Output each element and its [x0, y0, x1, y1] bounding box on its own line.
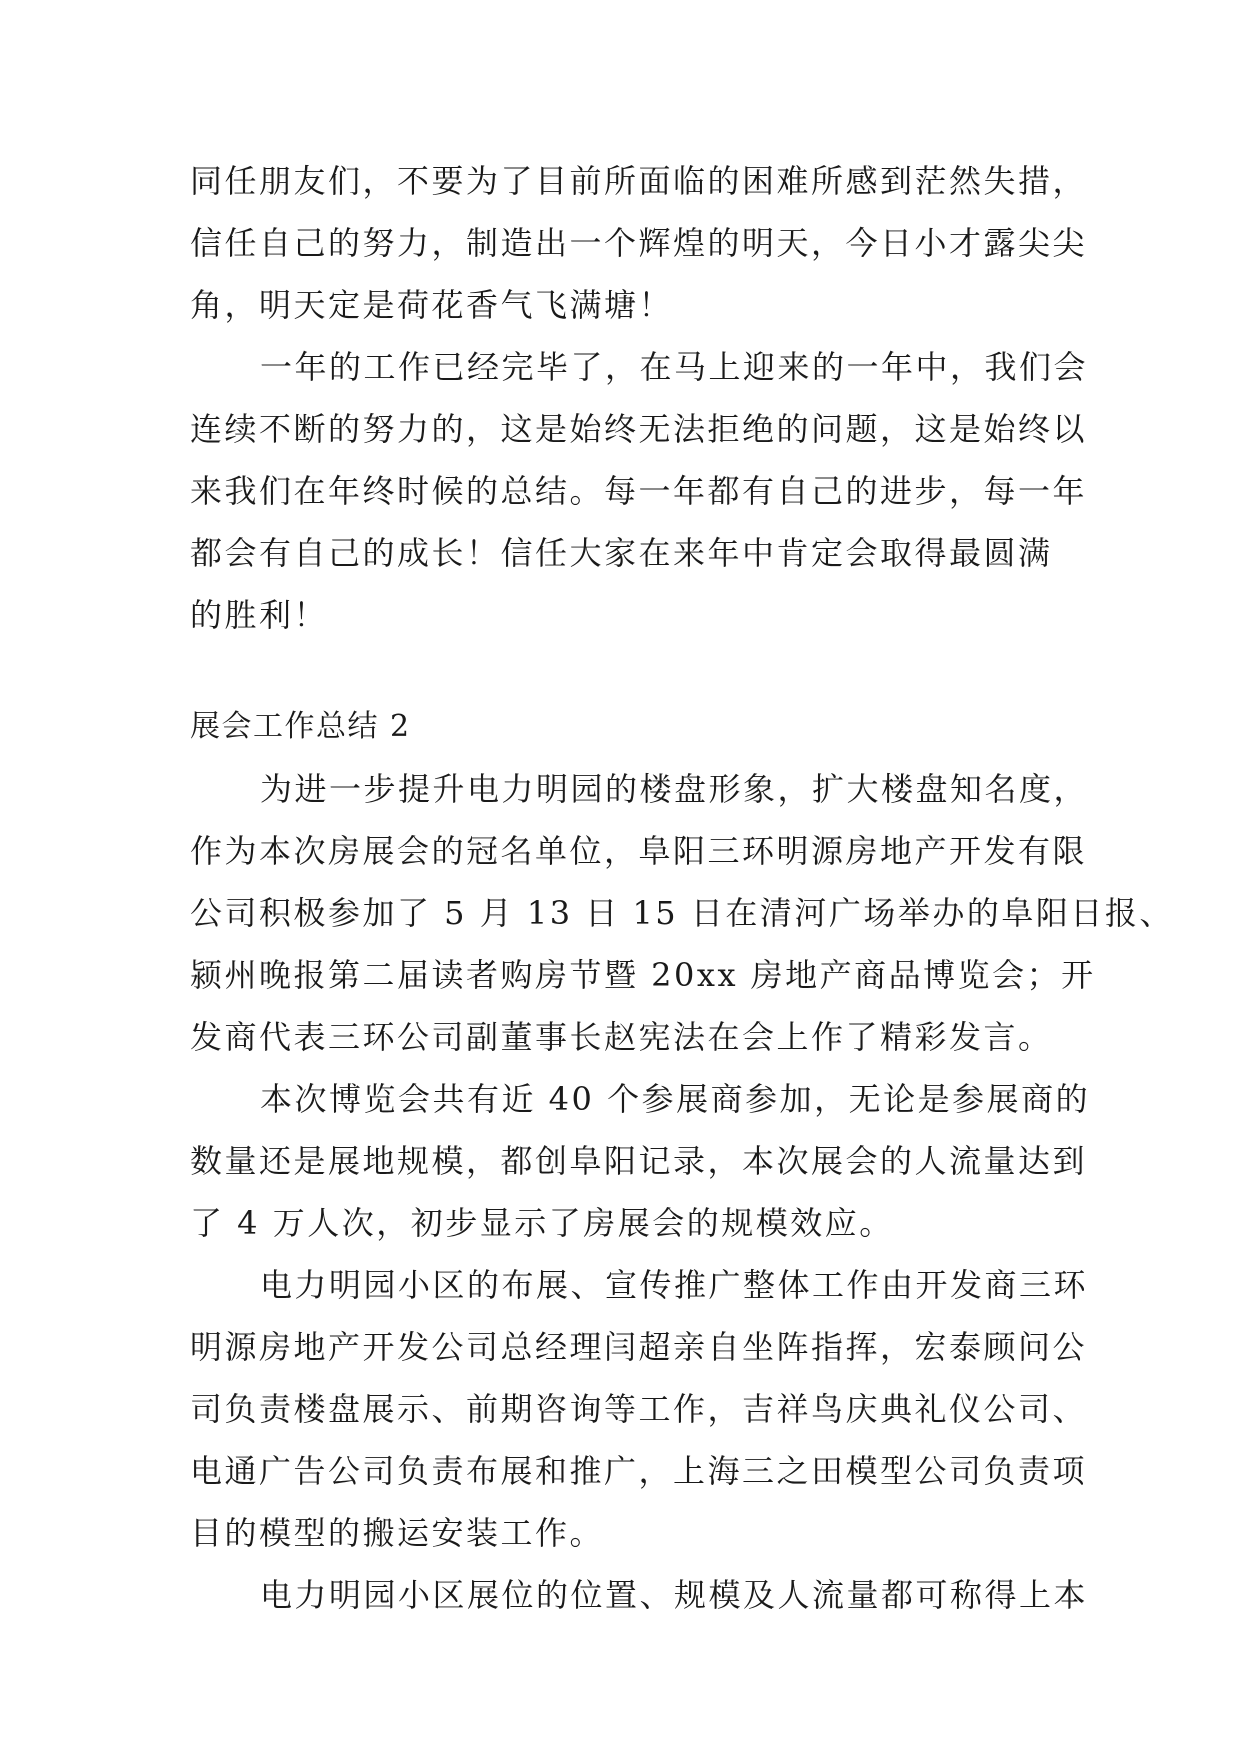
paragraph [190, 1254, 1089, 1564]
text-line: 同任朋友们，不要为了目前所面临的困难所感到茫然失措， [190, 162, 1088, 200]
text-line: 信任自己的努力，制造出一个辉煌的明天，今日小才露尖尖 [190, 224, 1088, 262]
text-line: 连续不断的努力的，这是始终无法拒绝的问题，这是始终以 [190, 410, 1088, 448]
text-line: 为进一步提升电力明园的楼盘形象，扩大楼盘知名度， [260, 770, 1089, 808]
document-body [190, 150, 1174, 1626]
text-line: 的胜利！ [190, 596, 329, 634]
section-heading: 展会工作总结 2 [190, 709, 411, 744]
paragraph [190, 150, 1088, 336]
text-line: 目的模型的搬运安装工作。 [190, 1514, 605, 1552]
text-line: 司负责楼盘展示、前期咨询等工作，吉祥鸟庆典礼仪公司、 [190, 1390, 1088, 1428]
text-line: 电通广告公司负责布展和推广，上海三之田模型公司负责项 [190, 1452, 1088, 1490]
text-line: 一年的工作已经完毕了，在马上迎来的一年中，我们会 [260, 348, 1089, 386]
text-line: 都会有自己的成长！信任大家在来年中肯定会取得最圆满 [190, 534, 1053, 572]
text-line: 角，明天定是荷花香气飞满塘！ [190, 286, 674, 324]
text-line: 明源房地产开发公司总经理闫超亲自坐阵指挥，宏泰顾问公 [190, 1328, 1088, 1366]
paragraph [190, 1068, 1091, 1254]
text-line: 了 4 万人次，初步显示了房展会的规模效应。 [190, 1204, 894, 1242]
text-line: 电力明园小区展位的位置、规模及人流量都可称得上本 [260, 1576, 1089, 1614]
paragraph [190, 336, 1089, 646]
text-line: 颍州晚报第二届读者购房节暨 20xx 房地产商品博览会；开 [190, 956, 1096, 994]
text-line: 电力明园小区的布展、宣传推广整体工作由开发商三环 [260, 1266, 1089, 1304]
text-line: 公司积极参加了 5 月 13 日 15 日在清河广场举办的阜阳日报、 [190, 894, 1174, 932]
paragraph [190, 1564, 1089, 1626]
text-line: 本次博览会共有近 40 个参展商参加，无论是参展商的 [260, 1080, 1091, 1118]
text-line: 发商代表三环公司副董事长赵宪法在会上作了精彩发言。 [190, 1018, 1053, 1056]
paragraph [190, 758, 1174, 1068]
text-line: 数量还是展地规模，都创阜阳记录，本次展会的人流量达到 [190, 1142, 1088, 1180]
text-line: 作为本次房展会的冠名单位，阜阳三环明源房地产开发有限 [190, 832, 1088, 870]
text-line: 来我们在年终时候的总结。每一年都有自己的进步，每一年 [190, 472, 1088, 510]
